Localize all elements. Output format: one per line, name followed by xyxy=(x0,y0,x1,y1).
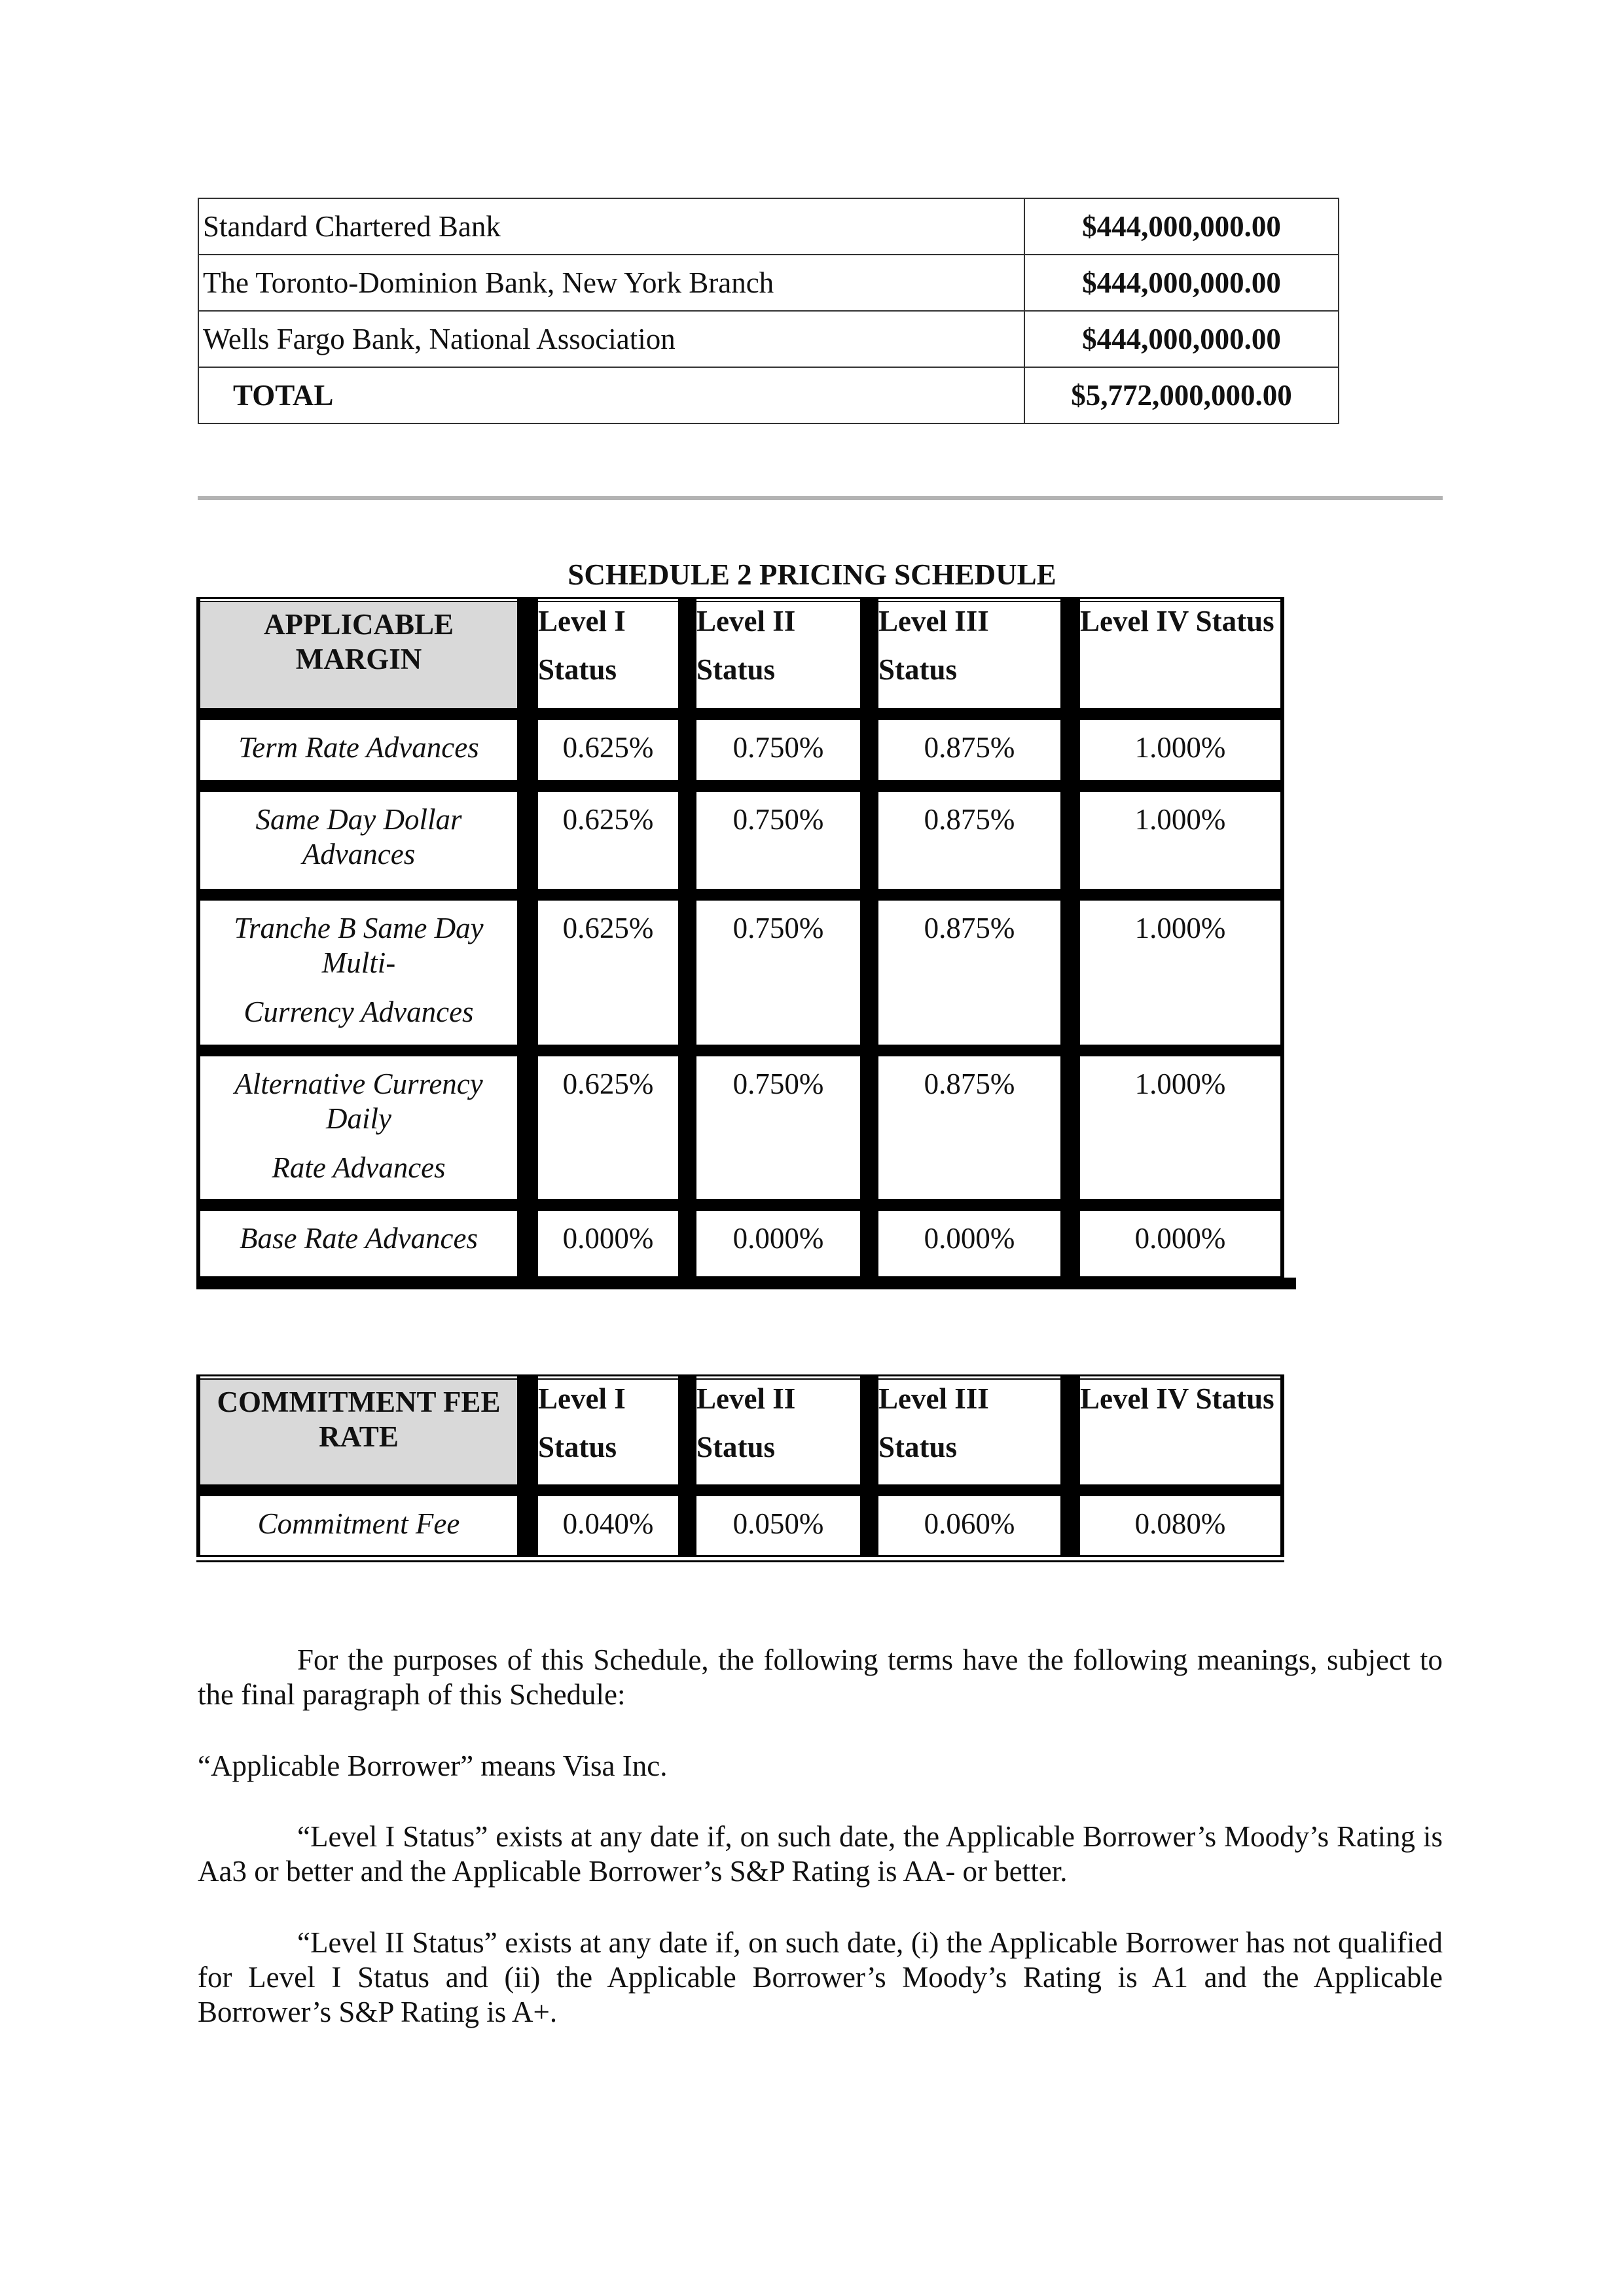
row-label-line: Commitment Fee xyxy=(257,1507,460,1540)
lender-amount: $444,000,000.00 xyxy=(1024,311,1339,367)
column-divider xyxy=(1060,1374,1080,1555)
rate-value: 0.000% xyxy=(562,1222,654,1255)
total-label: TOTAL xyxy=(198,367,1024,423)
column-divider xyxy=(517,1374,538,1555)
row-label xyxy=(200,1507,517,1541)
rate-value: 0.750% xyxy=(732,912,824,944)
column-header xyxy=(538,597,678,694)
column-header xyxy=(878,597,1060,694)
row-label-line: Base Rate Advances xyxy=(239,1222,478,1255)
level-2-definition: “Level II Status” exists at any date if, on such date, (i) the Applicable Borrower has not qualified for Level I Status and (ii) the Applicable Borrower’s Moody’s Rating is A1 and the Applicable Borrower’s S&P Rating is A+. xyxy=(198,1926,1443,2028)
row-separator xyxy=(196,708,1284,720)
column-divider xyxy=(860,597,878,1276)
rate-value: 0.625% xyxy=(562,731,654,764)
header-label-line: APPLICABLE xyxy=(263,608,454,641)
rate-value: 0.000% xyxy=(732,1222,824,1255)
rate-value: 0.625% xyxy=(562,912,654,944)
lender-name: The Toronto-Dominion Bank, New York Branch xyxy=(198,255,1024,311)
column-divider xyxy=(860,1374,878,1555)
row-label-line: Alternative Currency xyxy=(234,1067,483,1100)
column-header-line: Status xyxy=(696,653,776,686)
row-separator xyxy=(196,1045,1284,1056)
column-header-line: Status xyxy=(878,653,958,686)
column-header-line: Status xyxy=(538,653,617,686)
column-header-line: Status xyxy=(878,1431,958,1463)
total-amount: $5,772,000,000.00 xyxy=(1024,367,1339,423)
column-divider xyxy=(1060,597,1080,1276)
rate-value: 1.000% xyxy=(1134,1067,1226,1100)
row-label xyxy=(200,1067,517,1185)
table-row xyxy=(198,255,1339,311)
row-label-line: Daily xyxy=(326,1102,391,1136)
row-label-line: Advances xyxy=(302,838,416,871)
column-header-line: Level IV Status xyxy=(1080,1382,1274,1415)
section-divider xyxy=(198,496,1443,500)
column-divider xyxy=(517,597,538,1276)
header-label-line: COMMITMENT FEE xyxy=(217,1386,501,1418)
header-label-line: MARGIN xyxy=(295,643,422,676)
rate-value: 0.625% xyxy=(562,803,654,836)
column-header-line: Level IV Status xyxy=(1080,605,1274,637)
column-header xyxy=(696,1374,860,1471)
applicable-borrower-definition: “Applicable Borrower” means Visa Inc. xyxy=(198,1749,668,1782)
header-label xyxy=(200,607,517,677)
rate-value: 1.000% xyxy=(1134,731,1226,764)
header-label-line: RATE xyxy=(319,1420,399,1454)
column-header xyxy=(538,1374,678,1471)
row-label xyxy=(200,802,517,872)
rate-value: 0.000% xyxy=(1134,1222,1226,1255)
rate-value: 0.000% xyxy=(924,1222,1015,1255)
column-divider xyxy=(678,597,696,1276)
column-header xyxy=(696,597,860,694)
level-1-definition: “Level I Status” exists at any date if, on such date, the Applicable Borrower’s Moody’s Rating is Aa3 or better and the Applicable Borrower’s S&P Rating is AA- or better. xyxy=(198,1820,1443,1888)
rate-value: 0.040% xyxy=(562,1507,654,1540)
table-row xyxy=(198,311,1339,367)
table-bottom-heavy-border xyxy=(196,1278,1296,1289)
column-header-line: Level I xyxy=(538,605,626,637)
intro-paragraph: For the purposes of this Schedule, the following terms have the following meanings, subject to the final paragraph of this Schedule: xyxy=(198,1643,1443,1711)
rate-value: 0.875% xyxy=(924,1067,1015,1100)
column-divider xyxy=(1280,597,1284,1276)
rate-value: 0.875% xyxy=(924,912,1015,944)
column-header xyxy=(1080,1374,1290,1423)
column-header-line: Status xyxy=(538,1431,617,1463)
column-header xyxy=(878,1374,1060,1471)
column-header-line: Level I xyxy=(538,1382,626,1415)
rate-value: 0.625% xyxy=(562,1067,654,1100)
rate-value: 0.060% xyxy=(924,1507,1015,1540)
rate-value: 0.750% xyxy=(732,1067,824,1100)
row-separator xyxy=(196,1484,1284,1496)
rate-value: 0.750% xyxy=(732,731,824,764)
rate-value: 0.875% xyxy=(924,803,1015,836)
row-label-line: Tranche B Same Day xyxy=(234,912,484,944)
schedule-title: SCHEDULE 2 PRICING SCHEDULE xyxy=(568,558,1056,591)
row-separator xyxy=(196,780,1284,792)
column-header-line: Level II xyxy=(696,1382,796,1415)
lender-name: Standard Chartered Bank xyxy=(198,198,1024,255)
row-label-line: Term Rate Advances xyxy=(238,731,479,764)
rate-value: 0.750% xyxy=(732,803,824,836)
row-label-line: Currency Advances xyxy=(244,996,474,1029)
lender-name: Wells Fargo Bank, National Association xyxy=(198,311,1024,367)
lender-commitments-table xyxy=(198,198,1339,424)
rate-value: 0.050% xyxy=(732,1507,824,1540)
row-label xyxy=(200,730,517,765)
lender-amount: $444,000,000.00 xyxy=(1024,255,1339,311)
column-header xyxy=(1080,597,1290,645)
row-separator xyxy=(196,1199,1284,1211)
column-header-line: Status xyxy=(696,1431,776,1463)
row-label xyxy=(200,1221,517,1256)
column-header-line: Level III xyxy=(878,1382,989,1415)
rate-value: 0.080% xyxy=(1134,1507,1226,1540)
lender-amount: $444,000,000.00 xyxy=(1024,198,1339,255)
rate-value: 0.875% xyxy=(924,731,1015,764)
rate-value: 1.000% xyxy=(1134,912,1226,944)
table-bottom-border xyxy=(196,1555,1284,1557)
total-row xyxy=(198,367,1339,423)
column-divider xyxy=(678,1374,696,1555)
row-separator xyxy=(196,889,1284,901)
column-header-line: Level III xyxy=(878,605,989,637)
row-label-line: Same Day Dollar xyxy=(255,803,462,836)
table-row xyxy=(198,198,1339,255)
row-label xyxy=(200,911,517,1030)
header-label xyxy=(200,1385,517,1454)
row-label-line: Rate Advances xyxy=(272,1151,446,1185)
row-label-line: Multi- xyxy=(321,946,396,980)
rate-value: 1.000% xyxy=(1134,803,1226,836)
column-header-line: Level II xyxy=(696,605,796,637)
table-bottom-double-border xyxy=(196,1560,1284,1562)
